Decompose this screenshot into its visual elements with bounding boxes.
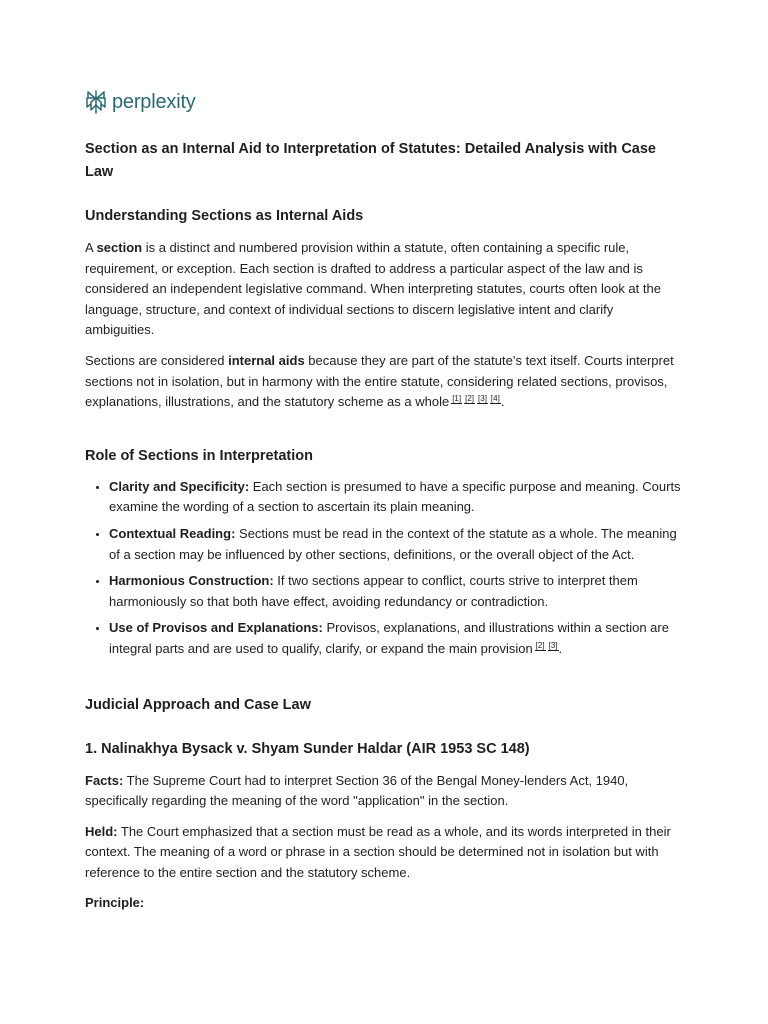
facts-text: The Supreme Court had to interpret Section 36 of the Bengal Money-lenders Act, 1940, specifically regarding the meaning of the word "application" in the section. bbox=[85, 772, 629, 809]
citation-link[interactable]: [2] bbox=[535, 640, 545, 650]
perplexity-logo-icon bbox=[85, 90, 107, 114]
citation-link[interactable]: [4] bbox=[490, 394, 500, 404]
document-content bbox=[85, 138, 685, 914]
paragraph-section-definition bbox=[85, 238, 685, 341]
bold-term: internal aids bbox=[228, 352, 305, 368]
text: A bbox=[85, 240, 97, 255]
document-title: Section as an Internal Aid to Interpretation of Statutes: Detailed Analysis with Case Law bbox=[85, 141, 656, 180]
item-text: . bbox=[558, 640, 563, 656]
section-heading-role: Role of Sections in Interpretation bbox=[85, 447, 313, 464]
section-heading-internal-aids: Understanding Sections as Internal Aids bbox=[85, 208, 364, 224]
item-text: Sections must be read in the context of the statute as a whole. The meaning of a section may be influenced by other sections, definitions, or the overall object of the Act. bbox=[109, 525, 677, 562]
citation-link[interactable]: [3] bbox=[478, 394, 487, 404]
item-label: Contextual Reading: bbox=[109, 525, 236, 541]
item-label: Harmonious Construction: bbox=[109, 573, 274, 589]
item-label: Use of Provisos and Explanations: bbox=[109, 620, 323, 636]
list-item bbox=[109, 571, 685, 612]
role-list bbox=[85, 477, 685, 660]
item-label: Clarity and Specificity: bbox=[109, 478, 250, 494]
citation-link[interactable]: [1] bbox=[452, 394, 462, 404]
list-item bbox=[109, 477, 685, 518]
text: Sections are considered bbox=[85, 352, 229, 368]
bold-term: section bbox=[96, 240, 143, 255]
held-label: Held: bbox=[85, 823, 118, 839]
text: . bbox=[500, 394, 505, 410]
section-heading-judicial: Judicial Approach and Case Law bbox=[85, 696, 311, 713]
text: because they are part of the statute’s text itself. Courts interpret sections not in isolation, but in harmony with the entire statute, considering related sections, provisos, explanations, illustrations, and the statutory scheme as a whole bbox=[85, 352, 674, 410]
list-item bbox=[109, 524, 685, 565]
citation-link[interactable]: [3] bbox=[548, 640, 558, 650]
case-heading: 1. Nalinakhya Bysack v. Shyam Sunder Haldar (AIR 1953 SC 148) bbox=[85, 740, 530, 757]
brand-name: perplexity bbox=[112, 90, 196, 113]
case-held bbox=[85, 822, 685, 884]
paragraph-internal-aids bbox=[85, 351, 685, 413]
facts-label: Facts: bbox=[85, 772, 124, 788]
item-text: Each section is presumed to have a specific purpose and meaning. Courts examine the wording of a section to ascertain its plain meaning. bbox=[109, 478, 681, 515]
text: is a distinct and numbered provision within a statute, often containing a specific rule, requirement, or exception. Each section is drafted to address a particular aspect of the law and is considered an independent legislative command. When interpreting statutes, courts often look at the language, structure, and context of individual sections to discern legislative intent and clarify ambiguities. bbox=[85, 240, 661, 338]
held-text: The Court emphasized that a section must be read as a whole, and its words interpreted in their context. The meaning of a word or phrase in a section should be determined not in isolation but with reference to the entire section and the statutory scheme. bbox=[85, 823, 671, 880]
item-text: Provisos, explanations, and illustrations within a section are integral parts and are used to qualify, clarify, or expand the main provision bbox=[109, 620, 669, 656]
item-text: If two sections appear to conflict, courts strive to interpret them harmoniously so that both have effect, avoiding redundancy or contradiction. bbox=[109, 573, 638, 609]
citation-link[interactable]: [2] bbox=[465, 394, 475, 404]
case-facts bbox=[85, 771, 685, 812]
list-item bbox=[109, 618, 685, 659]
perplexity-logo bbox=[85, 90, 196, 114]
case-principle bbox=[85, 893, 685, 914]
principle-label: Principle: bbox=[85, 895, 145, 911]
